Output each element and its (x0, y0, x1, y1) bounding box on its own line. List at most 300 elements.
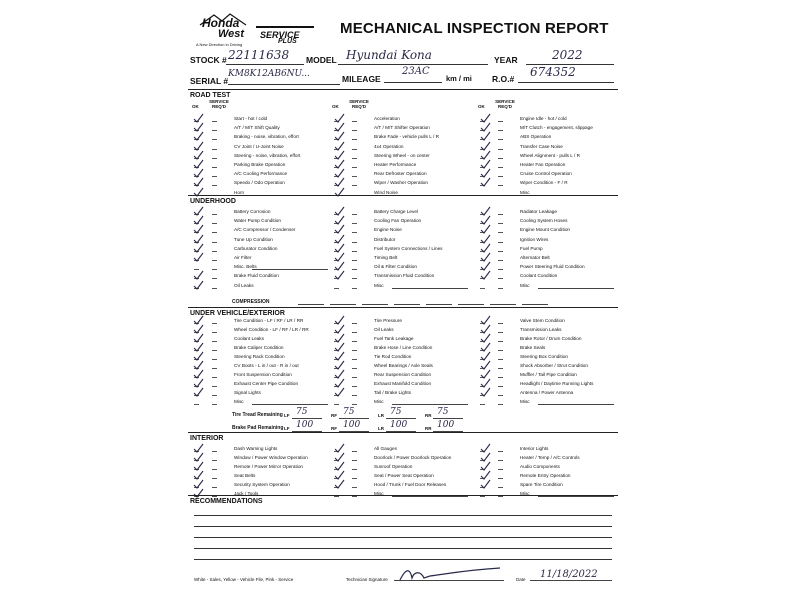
col-head-ok: OK (478, 104, 485, 109)
item-label: Hood / Trunk / Fuel Door Releases (374, 482, 447, 487)
item-label: Doorlock / Power Doorlock Operation (374, 455, 452, 460)
inspection-item (334, 226, 470, 235)
tread-value: 75 (343, 407, 355, 417)
col-head-ok: OK (192, 104, 199, 109)
ok-checkbox[interactable] (334, 399, 339, 405)
inspection-item (194, 179, 330, 188)
inspection-item (194, 152, 330, 161)
item-label: A/C Cooling Performance (234, 171, 288, 177)
service-required-checkbox[interactable] (498, 345, 503, 351)
inspection-item (194, 353, 330, 362)
service-required-checkbox[interactable] (352, 327, 357, 333)
item-label: Engine Noise (374, 227, 402, 233)
item-label: Misc. Belts (234, 264, 257, 270)
inspection-item (480, 481, 616, 490)
service-required-checkbox[interactable] (498, 218, 503, 224)
service-required-checkbox[interactable] (498, 473, 503, 479)
ro-label: R.O.# (492, 74, 515, 84)
tread-line (292, 418, 322, 419)
service-required-checkbox[interactable] (498, 363, 503, 369)
inspection-item (194, 161, 330, 170)
item-label: Brake Hose / Line Condition (374, 345, 433, 350)
tread-value: 75 (437, 407, 449, 417)
item-label: Jack / Tools (234, 491, 259, 496)
inspection-item (334, 179, 470, 188)
inspection-item (480, 133, 616, 142)
recommendation-line (194, 559, 612, 560)
inspection-item (480, 272, 616, 281)
inspection-item (480, 472, 616, 481)
item-label: Misc (374, 491, 384, 496)
service-required-checkbox[interactable] (212, 218, 217, 224)
service-required-checkbox[interactable] (498, 180, 503, 186)
service-required-checkbox[interactable] (212, 246, 217, 252)
inspection-item (480, 371, 616, 380)
compression-line (362, 304, 388, 305)
inspection-item (480, 380, 616, 389)
item-label: Dash Warning Lights (234, 446, 278, 451)
service-required-checkbox[interactable] (352, 237, 357, 243)
item-label: Misc (520, 282, 530, 288)
inspection-item (194, 133, 330, 142)
item-label: Tune Up Condition (234, 236, 273, 242)
item-label: Signal Lights (234, 390, 261, 395)
stock-label: STOCK # (190, 55, 227, 65)
item-label: Wind Noise (374, 189, 398, 195)
position-label: RR (425, 426, 432, 431)
item-label: Remote Entry Operation (520, 473, 571, 478)
service-required-checkbox[interactable] (212, 162, 217, 168)
service-required-checkbox[interactable] (498, 153, 503, 159)
service-required-checkbox[interactable] (352, 227, 357, 233)
recommendations-label: RECOMMENDATIONS (190, 498, 263, 505)
brand-bottom: West (218, 28, 245, 40)
item-label: Battery Corrosion (234, 209, 271, 214)
service-required-checkbox[interactable] (352, 125, 357, 131)
inspection-item (334, 124, 470, 133)
service-required-checkbox[interactable] (498, 399, 503, 405)
service-required-checkbox[interactable] (352, 218, 357, 224)
check-mark-icon (480, 477, 491, 488)
service-required-checkbox[interactable] (498, 134, 503, 140)
inspection-item (480, 170, 616, 179)
inspection-item (194, 344, 330, 353)
service-required-checkbox[interactable] (352, 482, 357, 488)
inspection-item (480, 344, 616, 353)
service-required-checkbox[interactable] (212, 134, 217, 140)
inspection-item (334, 472, 470, 481)
col-head-service: SERVICE REQ'D (209, 99, 229, 109)
service-required-checkbox[interactable] (212, 372, 217, 378)
inspection-item (194, 115, 330, 124)
position-label: LF (284, 426, 290, 431)
position-label: LF (284, 413, 290, 418)
year-value: 2022 (552, 48, 583, 62)
compression-line (426, 304, 452, 305)
inspection-item (480, 353, 616, 362)
item-label: Spare Tire Condition (520, 482, 563, 487)
inspection-item (334, 208, 470, 217)
item-label: Tire Condition - LF / RF / LR / RR (234, 318, 304, 323)
inspection-item (334, 398, 470, 407)
service-required-checkbox[interactable] (352, 345, 357, 351)
service-required-checkbox[interactable] (498, 255, 503, 261)
service-required-checkbox[interactable] (352, 153, 357, 159)
inspection-item (334, 170, 470, 179)
section-label: UNDERHOOD (190, 198, 236, 205)
service-required-checkbox[interactable] (352, 134, 357, 140)
service-required-checkbox[interactable] (212, 125, 217, 131)
service-required-checkbox[interactable] (498, 283, 503, 289)
item-label: Transmission Fluid Condition (374, 273, 435, 279)
item-label: Transmission Leaks (520, 327, 562, 332)
check-mark-icon (193, 278, 204, 289)
item-label: Window / Power Window Operation (234, 455, 308, 460)
service-required-checkbox[interactable] (498, 246, 503, 252)
page-title: MECHANICAL INSPECTION REPORT (340, 20, 609, 37)
service-required-checkbox[interactable] (498, 372, 503, 378)
check-mark-icon (480, 175, 491, 186)
item-label: Coolant Leaks (234, 336, 264, 341)
item-label: Muffler / Tail Pipe Condition (520, 372, 577, 377)
service-required-checkbox[interactable] (212, 473, 217, 479)
service-required-checkbox[interactable] (212, 116, 217, 122)
service-required-checkbox[interactable] (352, 273, 357, 279)
misc-line (392, 288, 468, 289)
service-required-checkbox[interactable] (212, 345, 217, 351)
inspection-item (334, 317, 470, 326)
inspection-item (480, 398, 616, 407)
inspection-item (334, 362, 470, 371)
inspection-item (480, 124, 616, 133)
item-label: Wiper Condition - F / R (520, 180, 568, 186)
inspection-item (480, 282, 616, 291)
inspection-item (334, 353, 470, 362)
item-label: Seat / Power Seat Operation (374, 473, 434, 478)
service-required-checkbox[interactable] (212, 209, 217, 215)
tread-line (339, 418, 369, 419)
service-required-checkbox[interactable] (498, 162, 503, 168)
item-label: Shock Absorber / Strut Condition (520, 363, 589, 368)
tread-value: 75 (296, 407, 308, 417)
service-required-checkbox[interactable] (352, 354, 357, 360)
service-required-checkbox[interactable] (212, 354, 217, 360)
inspection-item (194, 481, 330, 490)
service-required-checkbox[interactable] (352, 283, 357, 289)
service-required-checkbox[interactable] (212, 327, 217, 333)
check-mark-icon (480, 268, 491, 279)
service-required-checkbox[interactable] (498, 336, 503, 342)
service-required-checkbox[interactable] (212, 446, 217, 452)
item-label: Heater Fan Operation (520, 162, 566, 167)
item-label: Seat Belts (234, 473, 256, 478)
service-required-checkbox[interactable] (498, 264, 503, 270)
compression-line (298, 304, 324, 305)
brand-top: Honda (202, 16, 240, 30)
inspection-item (194, 380, 330, 389)
service-required-checkbox[interactable] (212, 180, 217, 186)
inspection-item (480, 362, 616, 371)
service-required-checkbox[interactable] (212, 455, 217, 461)
service-required-checkbox[interactable] (352, 464, 357, 470)
item-label: Audio Components (520, 464, 560, 469)
inspection-item (480, 317, 616, 326)
item-label: Engine Mount Condition (520, 227, 571, 233)
service-required-checkbox[interactable] (212, 273, 217, 279)
service-required-checkbox[interactable] (498, 318, 503, 324)
service-required-checkbox[interactable] (498, 209, 503, 215)
service-required-checkbox[interactable] (212, 283, 217, 289)
year-label: YEAR (494, 55, 518, 65)
service-required-checkbox[interactable] (498, 464, 503, 470)
item-label: Steering Box Condition (520, 354, 568, 359)
item-label: Misc (234, 399, 244, 404)
service-required-checkbox[interactable] (498, 390, 503, 396)
service-required-checkbox[interactable] (498, 237, 503, 243)
item-label: Cruise Control Operation (520, 171, 572, 177)
service-required-checkbox[interactable] (212, 318, 217, 324)
copies-note: White - Sales, Yellow - Vehicle File, Pink - Service (194, 577, 294, 582)
inspection-item (334, 143, 470, 152)
mileage-label: MILEAGE (342, 74, 381, 84)
service-required-checkbox[interactable] (352, 381, 357, 387)
ok-checkbox[interactable] (480, 399, 485, 405)
inspection-item (480, 335, 616, 344)
service-required-checkbox[interactable] (212, 390, 217, 396)
section-label: UNDER VEHICLE/EXTERIOR (190, 310, 285, 317)
inspection-item (194, 254, 330, 263)
section-label: ROAD TEST (190, 92, 231, 99)
service-required-checkbox[interactable] (352, 473, 357, 479)
item-label: Wiper / Washer Operation (374, 180, 429, 186)
item-label: Ignition Wires (520, 236, 549, 242)
check-mark-icon (334, 477, 345, 488)
service-required-checkbox[interactable] (212, 482, 217, 488)
item-label: Brake Caliper Condition (234, 345, 284, 350)
inspection-item (480, 179, 616, 188)
brand-tagline: A New Direction in Driving (196, 42, 243, 47)
service-required-checkbox[interactable] (212, 227, 217, 233)
inspection-item (194, 335, 330, 344)
inspection-item (334, 152, 470, 161)
item-label: 4x4 Operation (374, 143, 404, 149)
service-required-checkbox[interactable] (212, 381, 217, 387)
misc-line (538, 404, 614, 405)
service-required-checkbox[interactable] (212, 264, 217, 270)
inspection-item (480, 389, 616, 398)
tread-line (386, 418, 416, 419)
technician-label: Technician Signature (346, 577, 388, 582)
item-label: A/C Compressor / Condenser (234, 227, 296, 233)
item-label: Brake Fade - vehicle pulls L / R (374, 134, 439, 140)
service-required-checkbox[interactable] (212, 237, 217, 243)
service-required-checkbox[interactable] (498, 327, 503, 333)
inspection-item (194, 263, 330, 272)
brake-pad-value: 100 (343, 420, 361, 430)
service-required-checkbox[interactable] (498, 144, 503, 150)
item-label: Timing Belt (374, 255, 398, 260)
inspection-item (334, 245, 470, 254)
service-required-checkbox[interactable] (352, 255, 357, 261)
inspection-item (194, 445, 330, 454)
item-label: Cooling Fan Operation (374, 218, 422, 224)
service-required-checkbox[interactable] (352, 446, 357, 452)
item-label: Misc (374, 399, 384, 404)
service-required-checkbox[interactable] (212, 336, 217, 342)
service-required-checkbox[interactable] (212, 464, 217, 470)
item-label: Fuel Pump (520, 245, 543, 251)
service-required-checkbox[interactable] (352, 455, 357, 461)
inspection-item (480, 454, 616, 463)
item-label: Water Pump Condition (234, 218, 281, 224)
inspection-item (194, 236, 330, 245)
service-required-checkbox[interactable] (212, 171, 217, 177)
service-required-checkbox[interactable] (352, 372, 357, 378)
service-required-checkbox[interactable] (352, 363, 357, 369)
item-label: Exhaust Manifold Condition (374, 381, 432, 386)
inspection-item (194, 226, 330, 235)
service-required-checkbox[interactable] (498, 227, 503, 233)
service-required-checkbox[interactable] (352, 116, 357, 122)
serial-label: SERIAL # (190, 76, 229, 86)
date-label: Date (516, 577, 526, 582)
service-required-checkbox[interactable] (352, 144, 357, 150)
service-required-checkbox[interactable] (352, 318, 357, 324)
item-label: Oil Leaks (234, 282, 254, 288)
service-required-checkbox[interactable] (498, 455, 503, 461)
check-mark-icon (193, 185, 204, 196)
inspection-item (334, 236, 470, 245)
item-label: Horn (234, 189, 245, 195)
inspection-item (194, 362, 330, 371)
item-label: Acceleration (374, 116, 400, 121)
item-label: Start - hot / cold (234, 116, 268, 121)
inspection-item (194, 398, 330, 407)
item-label: M/T Clutch - engagement, slippage (520, 125, 593, 131)
ro-value: 674352 (530, 65, 576, 79)
item-label: ABS Operation (520, 134, 552, 140)
item-label: Tie Rod Condition (374, 354, 412, 359)
date-value: 11/18/2022 (540, 569, 598, 580)
service-required-checkbox[interactable] (498, 354, 503, 360)
item-label: Transfer Case Noise (520, 143, 563, 149)
service-required-checkbox[interactable] (498, 116, 503, 122)
inspection-item (194, 124, 330, 133)
service-required-checkbox[interactable] (498, 381, 503, 387)
check-mark-icon (334, 385, 345, 396)
item-label: Oil & Filter Condition (374, 264, 417, 270)
item-label: Carburator Condition (234, 245, 278, 251)
compression-line (458, 304, 484, 305)
honda-west-logo (196, 12, 252, 48)
inspection-item (334, 133, 470, 142)
inspection-item (194, 472, 330, 481)
service-required-checkbox[interactable] (498, 171, 503, 177)
misc-line (538, 288, 614, 289)
position-label: RF (331, 426, 337, 431)
item-label: Rear Suspension Condition (374, 372, 432, 377)
service-required-checkbox[interactable] (352, 209, 357, 215)
inspection-item (194, 389, 330, 398)
service-required-checkbox[interactable] (352, 264, 357, 270)
item-label: Steering Wheel - on center (374, 152, 430, 158)
inspection-item (480, 263, 616, 272)
service-plus-logo (256, 26, 314, 48)
brake-pad-value: 100 (437, 420, 455, 430)
item-label: Oil Leaks (374, 327, 394, 332)
inspection-item (334, 217, 470, 226)
service-required-checkbox[interactable] (352, 399, 357, 405)
service-required-checkbox[interactable] (352, 336, 357, 342)
misc-line (252, 404, 328, 405)
position-label: LR (378, 413, 384, 418)
item-label: All Gauges (374, 446, 397, 451)
service-required-checkbox[interactable] (352, 171, 357, 177)
inspection-item (194, 371, 330, 380)
item-label: Misc (520, 189, 530, 195)
service-required-checkbox[interactable] (498, 273, 503, 279)
service-plus-top: SERVICE (260, 30, 300, 40)
mileage-value: 23AC (402, 66, 430, 77)
check-mark-icon (193, 250, 204, 261)
service-required-checkbox[interactable] (498, 446, 503, 452)
ok-checkbox[interactable] (194, 399, 199, 405)
misc-line (252, 269, 328, 270)
inspection-item (480, 208, 616, 217)
col-head-service: SERVICE REQ'D (349, 99, 369, 109)
item-label: Distributor (374, 236, 396, 242)
service-required-checkbox[interactable] (352, 246, 357, 252)
service-required-checkbox[interactable] (498, 482, 503, 488)
item-label: Brake Rotor / Drum Condition (520, 336, 582, 341)
col-head-ok: OK (332, 104, 339, 109)
item-label: A/T / M/T Shifter Operation (374, 125, 430, 131)
ok-checkbox[interactable] (480, 283, 485, 289)
service-required-checkbox[interactable] (212, 153, 217, 159)
inspection-item (334, 463, 470, 472)
item-label: Coolant Condition (520, 273, 558, 279)
service-required-checkbox[interactable] (212, 255, 217, 261)
service-required-checkbox[interactable] (352, 180, 357, 186)
service-required-checkbox[interactable] (212, 144, 217, 150)
inspection-item (334, 263, 470, 272)
service-plus-bottom: PLUS (278, 38, 297, 45)
service-required-checkbox[interactable] (352, 162, 357, 168)
inspection-item (480, 217, 616, 226)
inspection-item (480, 236, 616, 245)
mileage-unit: km / mi (446, 74, 472, 83)
position-label: LR (378, 426, 384, 431)
inspection-item (480, 245, 616, 254)
service-required-checkbox[interactable] (212, 399, 217, 405)
model-value: Hyundai Kona (346, 48, 432, 62)
inspection-item (480, 254, 616, 263)
check-mark-icon (480, 385, 491, 396)
ok-checkbox[interactable] (334, 283, 339, 289)
tread-line (433, 418, 463, 419)
inspection-item (194, 317, 330, 326)
item-label: Fuel Tank Leakage (374, 336, 414, 341)
recommendation-line (194, 515, 612, 516)
service-required-checkbox[interactable] (212, 363, 217, 369)
tread-value: 75 (390, 407, 402, 417)
inspection-item (334, 454, 470, 463)
brake-pad-value: 100 (390, 420, 408, 430)
service-required-checkbox[interactable] (498, 125, 503, 131)
compression-line (394, 304, 420, 305)
service-required-checkbox[interactable] (352, 390, 357, 396)
inspection-item (194, 282, 330, 291)
